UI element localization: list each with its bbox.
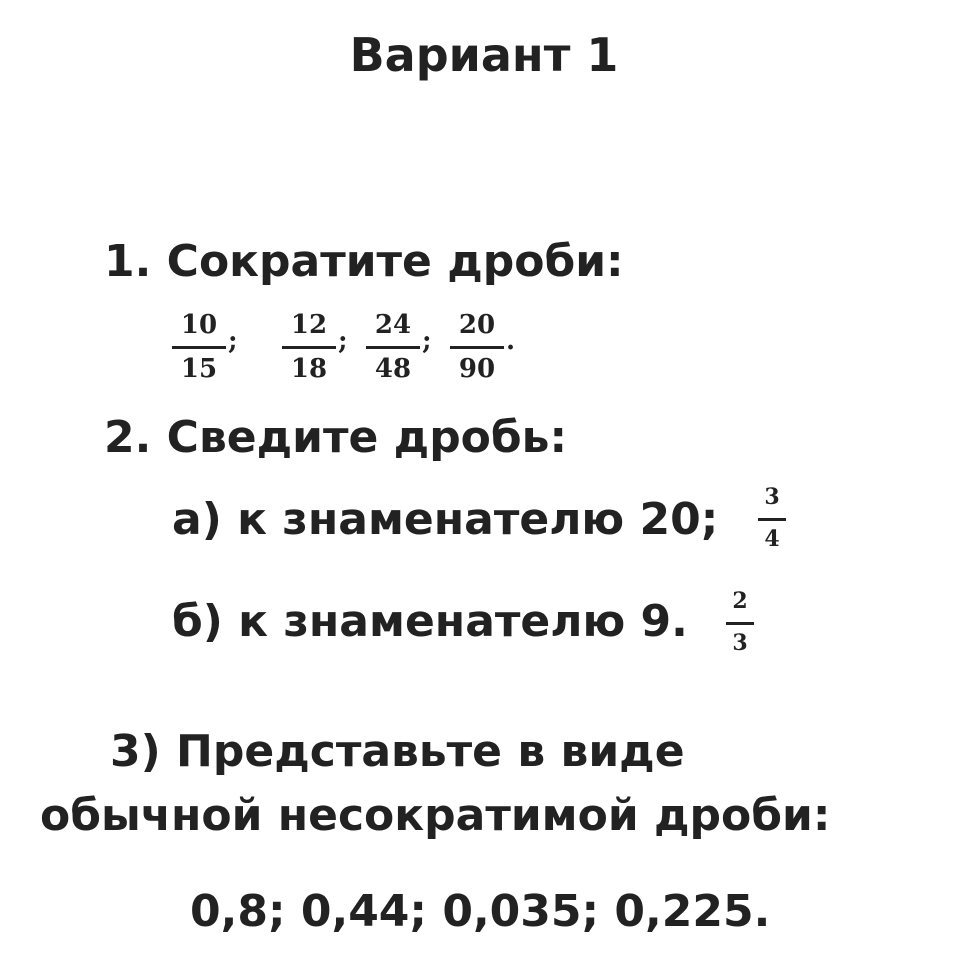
fraction-3-separator: ; bbox=[422, 326, 432, 356]
task2-b-denominator: 3 bbox=[732, 630, 748, 656]
task2-a-numerator: 3 bbox=[764, 484, 780, 510]
fraction-2-numerator: 12 bbox=[290, 310, 328, 340]
task2-item-b: б) к знаменателю 9. bbox=[172, 596, 688, 647]
fraction-4-denominator: 90 bbox=[458, 354, 496, 384]
page-title: Вариант 1 bbox=[349, 28, 619, 82]
fraction-1-bar bbox=[172, 346, 226, 349]
fraction-3-numerator: 24 bbox=[374, 310, 412, 340]
task2-b-bar bbox=[726, 622, 754, 625]
task3-line2: обычной несократимой дроби: bbox=[40, 790, 831, 841]
fraction-1-separator: ; bbox=[228, 326, 238, 356]
fraction-2-denominator: 18 bbox=[290, 354, 328, 384]
task2-a-denominator: 4 bbox=[764, 526, 780, 552]
fraction-4-numerator: 20 bbox=[458, 310, 496, 340]
fraction-2-bar bbox=[282, 346, 336, 349]
fraction-4-bar bbox=[450, 346, 504, 349]
task2-b-numerator: 2 bbox=[732, 588, 748, 614]
fraction-3-bar bbox=[366, 346, 420, 349]
fraction-2-separator: ; bbox=[338, 326, 348, 356]
task1-heading: 1. Сократите дроби: bbox=[104, 236, 624, 287]
task3-line1: 3) Представьте в виде bbox=[110, 726, 685, 777]
task2-a-bar bbox=[758, 518, 786, 521]
fraction-4-separator: . bbox=[506, 326, 516, 356]
task2-item-a: а) к знаменателю 20; bbox=[172, 494, 719, 545]
fraction-1-denominator: 15 bbox=[180, 354, 218, 384]
fraction-1-numerator: 10 bbox=[180, 310, 218, 340]
task3-values: 0,8; 0,44; 0,035; 0,225. bbox=[190, 886, 771, 937]
fraction-3-denominator: 48 bbox=[374, 354, 412, 384]
task2-heading: 2. Сведите дробь: bbox=[104, 412, 568, 463]
